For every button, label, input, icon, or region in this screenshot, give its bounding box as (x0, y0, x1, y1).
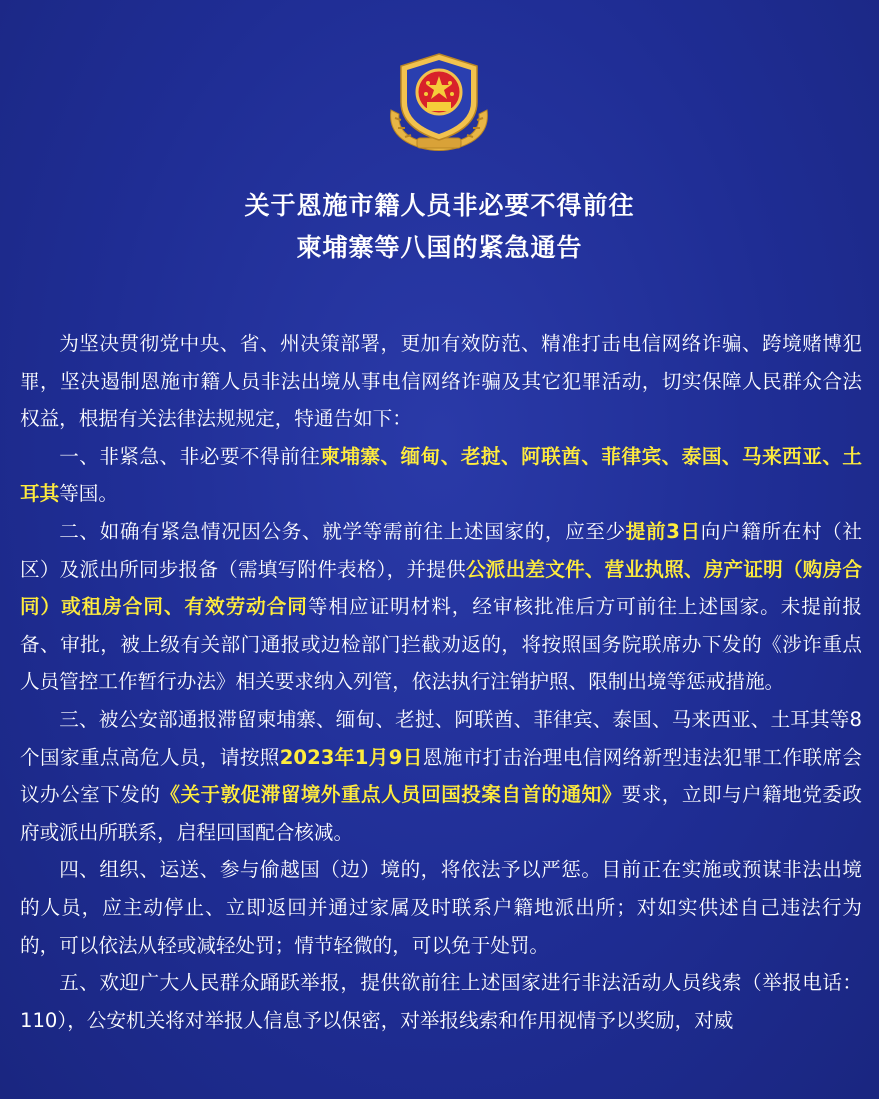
notice-title-line2: 柬埔寨等八国的紧急通告 (296, 233, 583, 262)
paragraph-text: 为坚决贯彻党中央、省、州决策部署，更加有效防范、精准打击电信网络诈骗、跨境赌博犯罪，坚决遏制恩施市籍人员非法出境从事电信网络诈骗及其它犯罪活动，切实保障人民群众合法权益，根据有关法律法规规定，特通告如下： (20, 332, 862, 431)
paragraph-text: 二、如确有紧急情况因公务、就学等需前往上述国家的，应至少 (59, 519, 626, 543)
paragraph-text: 五、欢迎广大人民群众踊跃举报，提供欲前往上述国家进行非法活动人员线索（举报电话：110），公安机关将对举报人信息予以保密，对举报线索和作用视情予以奖励，对威 (20, 971, 862, 1032)
highlighted-text: 2023年1月9日 (279, 745, 423, 769)
paragraph-text: 四、组织、运送、参与偷越国（边）境的，将依法予以严惩。目前正在实施或预谋非法出境的人员，应主动停止、立即返回并通过家属及时联系户籍地派出所；对如实供述自己违法行为的，可以依法从轻或减轻处罚；情节轻微的，可以免于处罚。 (20, 858, 862, 957)
highlighted-text: 柬埔寨、缅甸、老挝、阿联酋、菲律宾、泰国、马来西亚、土耳其 (20, 444, 863, 506)
notice-title-line1: 关于恩施市籍人员非必要不得前往 (244, 191, 635, 220)
highlighted-text: 《关于敦促滞留境外重点人员回国投案自首的通知》 (160, 783, 622, 807)
police-emblem-icon (381, 50, 497, 154)
notice-paragraph-3 (20, 513, 862, 701)
notice-paragraph-4 (20, 701, 862, 851)
notice-body (20, 325, 862, 1039)
paragraph-text: 等相应证明材料，经审核批准后方可前往上述国家。未提前报备、审批，被上级有关部门通报或边检部门拦截劝返的，将按照国务院联席办下发的《涉诈重点人员管控工作暂行办法》相关要求纳入列管，依法执行注销护照、限制出境等惩戒措施。 (20, 595, 863, 694)
paragraph-text: 恩施市打击治理电信网络新型违法犯罪工作联席会议办公室下发的 (20, 745, 862, 807)
notice-paragraph-6 (20, 964, 862, 1039)
paragraph-text: 等国。 (59, 482, 118, 506)
highlighted-text: 公派出差文件、营业执照、房产证明（购房合同）或租房合同、有效劳动合同 (20, 557, 863, 619)
highlighted-text: 提前3日 (625, 519, 701, 543)
notice-paragraph-5 (20, 851, 862, 964)
notice-paragraph-2 (20, 438, 862, 513)
paragraph-text: 三、被公安部通报滞留柬埔寨、缅甸、老挝、阿联酋、菲律宾、泰国、马来西亚、土耳其等8个国家重点高危人员，请按照 (20, 707, 862, 769)
paragraph-text: 一、非紧急、非必要不得前往 (59, 444, 321, 468)
paragraph-text: 向户籍所在村（社区）及派出所同步报备（需填写附件表格），并提供 (20, 519, 863, 581)
paragraph-text: 要求，立即与户籍地党委政府或派出所联系，启程回国配合核减。 (20, 783, 863, 844)
notice-paragraph-1 (20, 325, 862, 438)
